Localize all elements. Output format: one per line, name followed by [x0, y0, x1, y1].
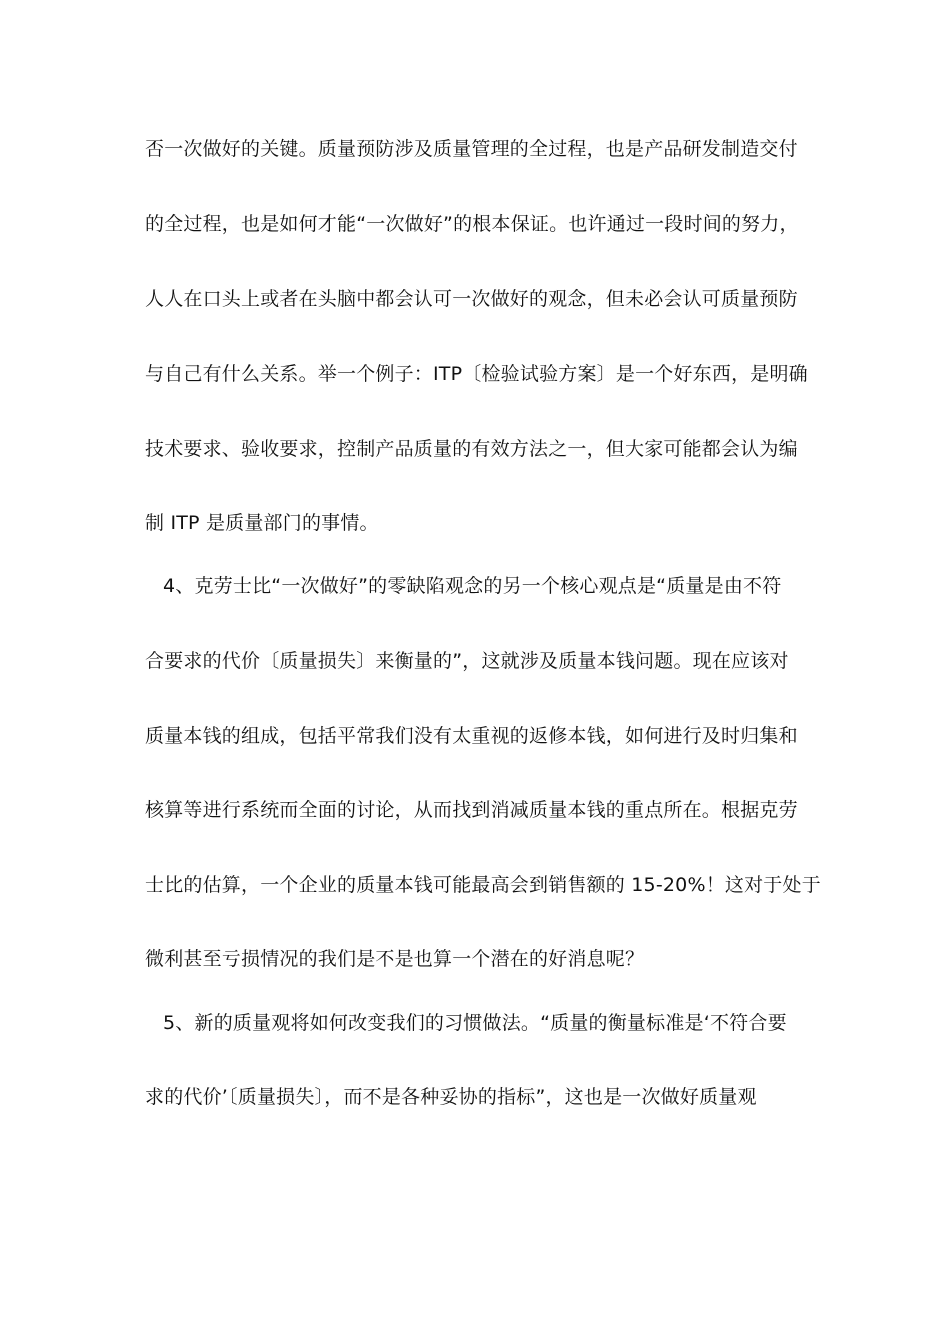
paragraph-line-12: 微利甚至亏损情况的我们是不是也算一个潜在的好消息呢？ — [145, 948, 645, 970]
paragraph-line-13: 5、新的质量观将如何改变我们的习惯做法。“质量的衡量标准是‘不符合要 — [163, 1012, 787, 1034]
paragraph-line-7: 4、克劳士比“一次做好”的零缺陷观念的另一个核心观点是“质量是由不符 — [163, 575, 782, 597]
paragraph-line-10: 核算等进行系统而全面的讨论，从而找到消减质量本钱的重点所在。根据克劳 — [145, 799, 798, 821]
paragraph-line-14: 求的代价’〔质量损失〕，而不是各种妥协的指标”，这也是一次做好质量观 — [145, 1086, 757, 1108]
paragraph-line-8: 合要求的代价〔质量损失〕来衡量的”，这就涉及质量本钱问题。现在应该对 — [145, 650, 789, 672]
paragraph-line-4: 与自己有什么关系。举一个例子：ITP〔检验试验方案〕是一个好东西，是明确 — [145, 363, 808, 385]
paragraph-line-5: 技术要求、验收要求，控制产品质量的有效方法之一，但大家可能都会认为编 — [145, 438, 798, 460]
paragraph-line-2: 的全过程，也是如何才能“一次做好”的根本保证。也许通过一段时间的努力， — [145, 213, 799, 235]
paragraph-line-3: 人人在口头上或者在头脑中都会认可一次做好的观念，但未必会认可质量预防 — [145, 288, 798, 310]
paragraph-line-11: 士比的估算，一个企业的质量本钱可能最高会到销售额的 15-20%！这对于处于 — [145, 874, 821, 896]
paragraph-line-6: 制 ITP 是质量部门的事情。 — [145, 512, 379, 534]
paragraph-line-1: 否一次做好的关键。质量预防涉及质量管理的全过程，也是产品研发制造交付 — [145, 138, 798, 160]
paragraph-line-9: 质量本钱的组成，包括平常我们没有太重视的返修本钱，如何进行及时归集和 — [145, 725, 798, 747]
